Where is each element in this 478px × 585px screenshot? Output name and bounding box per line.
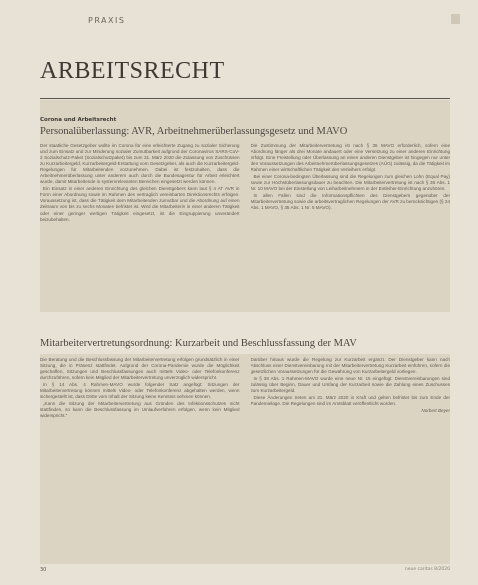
article-2-column-left [40,357,240,557]
article-1-kicker: Corona und Arbeitsrecht [40,117,117,123]
article-1-body [40,143,450,303]
paragraph: Der staatliche Gesetzgeber wollte im Corona für eine erleichterte Zugang zu sozialer Sicherung und zum Einsatz und zur Minderung sozialer Zumutbarkeit aufgrund der Coronavirus SARS-CoV-2 Sozialschutz-Paket (Sozialschutzpaket) bis zum 31. März 2020 die Zulassung von Zuschüssen zu Kurzarbeitergeld, Kurzarbeitergeld-Erstattung vom Gesetzgeber, als auch die Kurzarbeitergeld-Regelungen für Mitarbeitenden vorzunehmen. Dabei ist festzuhalten, dass die Arbeitnehmerüberlassung unter anderem auch durch die Bundesagentur für Arbeit erleichtert wurde, damit Mitarbeitende in systemrelevanten Bereichen eingesetzt werden können. [40,143,240,185]
article-1-column-right [251,143,451,303]
page-number: 30 [40,567,47,573]
paragraph: In allen Fällen sind die Informationspflichten des Dienstgebers gegenüber der Mitarbeitervertretung sowie die arbeitsvertraglichen Regelungen der AVR zu berücksichtigen (§ 34 Abs. 1 MAVO, § 35 Abs. 1 Nr. 5 MAVO). [250,193,450,211]
paragraph: Darüber hinaus wurde die Regelung zur Kurzarbeit ergänzt. Der Dienstgeber kann nach Abschluss einer Dienstvereinbarung mit der Mitarbeitervertretung Kurzarbeit einführen, sofern die gesetzlichen Voraussetzungen für die Gewährung von Kurzarbeitergeld vorliegen. [250,357,450,375]
paragraph: „Kann die Sitzung der Mitarbeitervertretung aus Gründen des Infektionsschutzes nicht stattfinden, so kann die Beschlussfassung im Umlaufverfahren erfolgen, wenn kein Mitglied widerspricht.“ [40,401,240,419]
paragraph: Diese Änderungen treten am 31. März 2020 in Kraft und gelten befristet bis zum Ende der Pandemielage. Die Regelungen sind im Amtsblatt veröffentlicht worden. [250,395,450,407]
page-title: ARBEITSRECHT [40,58,225,84]
article-2-title: Mitarbeitervertretungsordnung: Kurzarbeit und Beschlussfassung der MAV [40,338,357,349]
paragraph: Die Zustimmung der Mitarbeitervertretung ist nach § 35 MAVO erforderlich, sofern eine Abordnung länger als drei Monate andauert oder eine Versetzung zu einer anderen Einrichtung erfolgt. Eine Freistellung oder Überlassung an einen anderen Dienstgeber ist hingegen nur unter den Voraussetzungen des Arbeitnehmerüberlassungsgesetzes (AÜG) zulässig, da die Tätigkeit im Rahmen einer wirtschaftlichen Tätigkeit des Verleihers erfolgt. [250,143,450,173]
author-signature: Norbert Beyer [421,408,450,414]
article-1-title: Personalüberlassung: AVR, Arbeitnehmerüberlassungsgesetz und MAVO [40,126,348,137]
section-label: PRAXIS [88,16,126,25]
title-rule [40,98,450,99]
paragraph: In § 14 Abs. 4 Rahmen-MAVO wurde folgender Satz angefügt: Sitzungen der Mitarbeitervertretung können mittels Video- oder Telefonkonferenz abgehalten werden, wenn sichergestellt ist, dass Dritte vom Inhalt der Sitzung keine Kenntnis nehmen können. [40,382,240,400]
publication-name: neue caritas 8/2020 [404,567,450,572]
page-corner-badge [451,14,460,24]
article-1-column-left [40,143,240,303]
paragraph: Ein Einsatz in einer anderen Einrichtung des gleichen Dienstgebers kann laut § 4 AT AVR in Form einer Abordnung sowie im Rahmen des vertraglich vereinbarten Direktionsrechts erfolgen. Voraussetzung ist, dass die Tätigkeit dem Mitarbeitenden zumutbar und die Abordnung auf einen Zeitraum von bis zu sechs Monaten befristet ist. Wird die Mitarbeiterin in einer anderen Tätigkeit oder einer geringer wertigen Tätigkeit eingesetzt, ist die Eingruppierung unverändert beizubehalten. [40,186,240,222]
article-2-column-right [251,357,451,557]
article-2-body [40,357,450,557]
paragraph: Die Beratung und die Beschlussfassung der Mitarbeitervertretung erfolgen grundsätzlich in einer Sitzung, die in Präsenz stattfindet. Aufgrund der Corona-Pandemie wurde die Möglichkeit geschaffen, Sitzungen und Beschlussfassungen auch mittels Video- oder Telefonkonferenz durchzuführen, sofern kein Mitglied der Mitarbeitervertretung unverzüglich widerspricht. [40,357,240,381]
paragraph: In § 38 Abs. 1 Rahmen-MAVO wurde eine neue Nr. 15 eingefügt: Dienstvereinbarungen sind zulässig über Beginn, Dauer und Umfang der Kurzarbeit sowie die Zahlung eines Zuschusses zum Kurzarbeitergeld. [250,376,450,394]
paragraph: Bei einer Corona-bedingten Überlassung sind die Regelungen zum gleichen Lohn (Equal Pay) sowie zur Höchstüberlassungsdauer zu beachten. Die Mitarbeitervertretung ist nach § 36 Abs. 1 Nr. 10 MAVO bei der Einstellung von Leiharbeitnehmern in der Entleiher-Einrichtung anzuhören. [250,174,450,192]
